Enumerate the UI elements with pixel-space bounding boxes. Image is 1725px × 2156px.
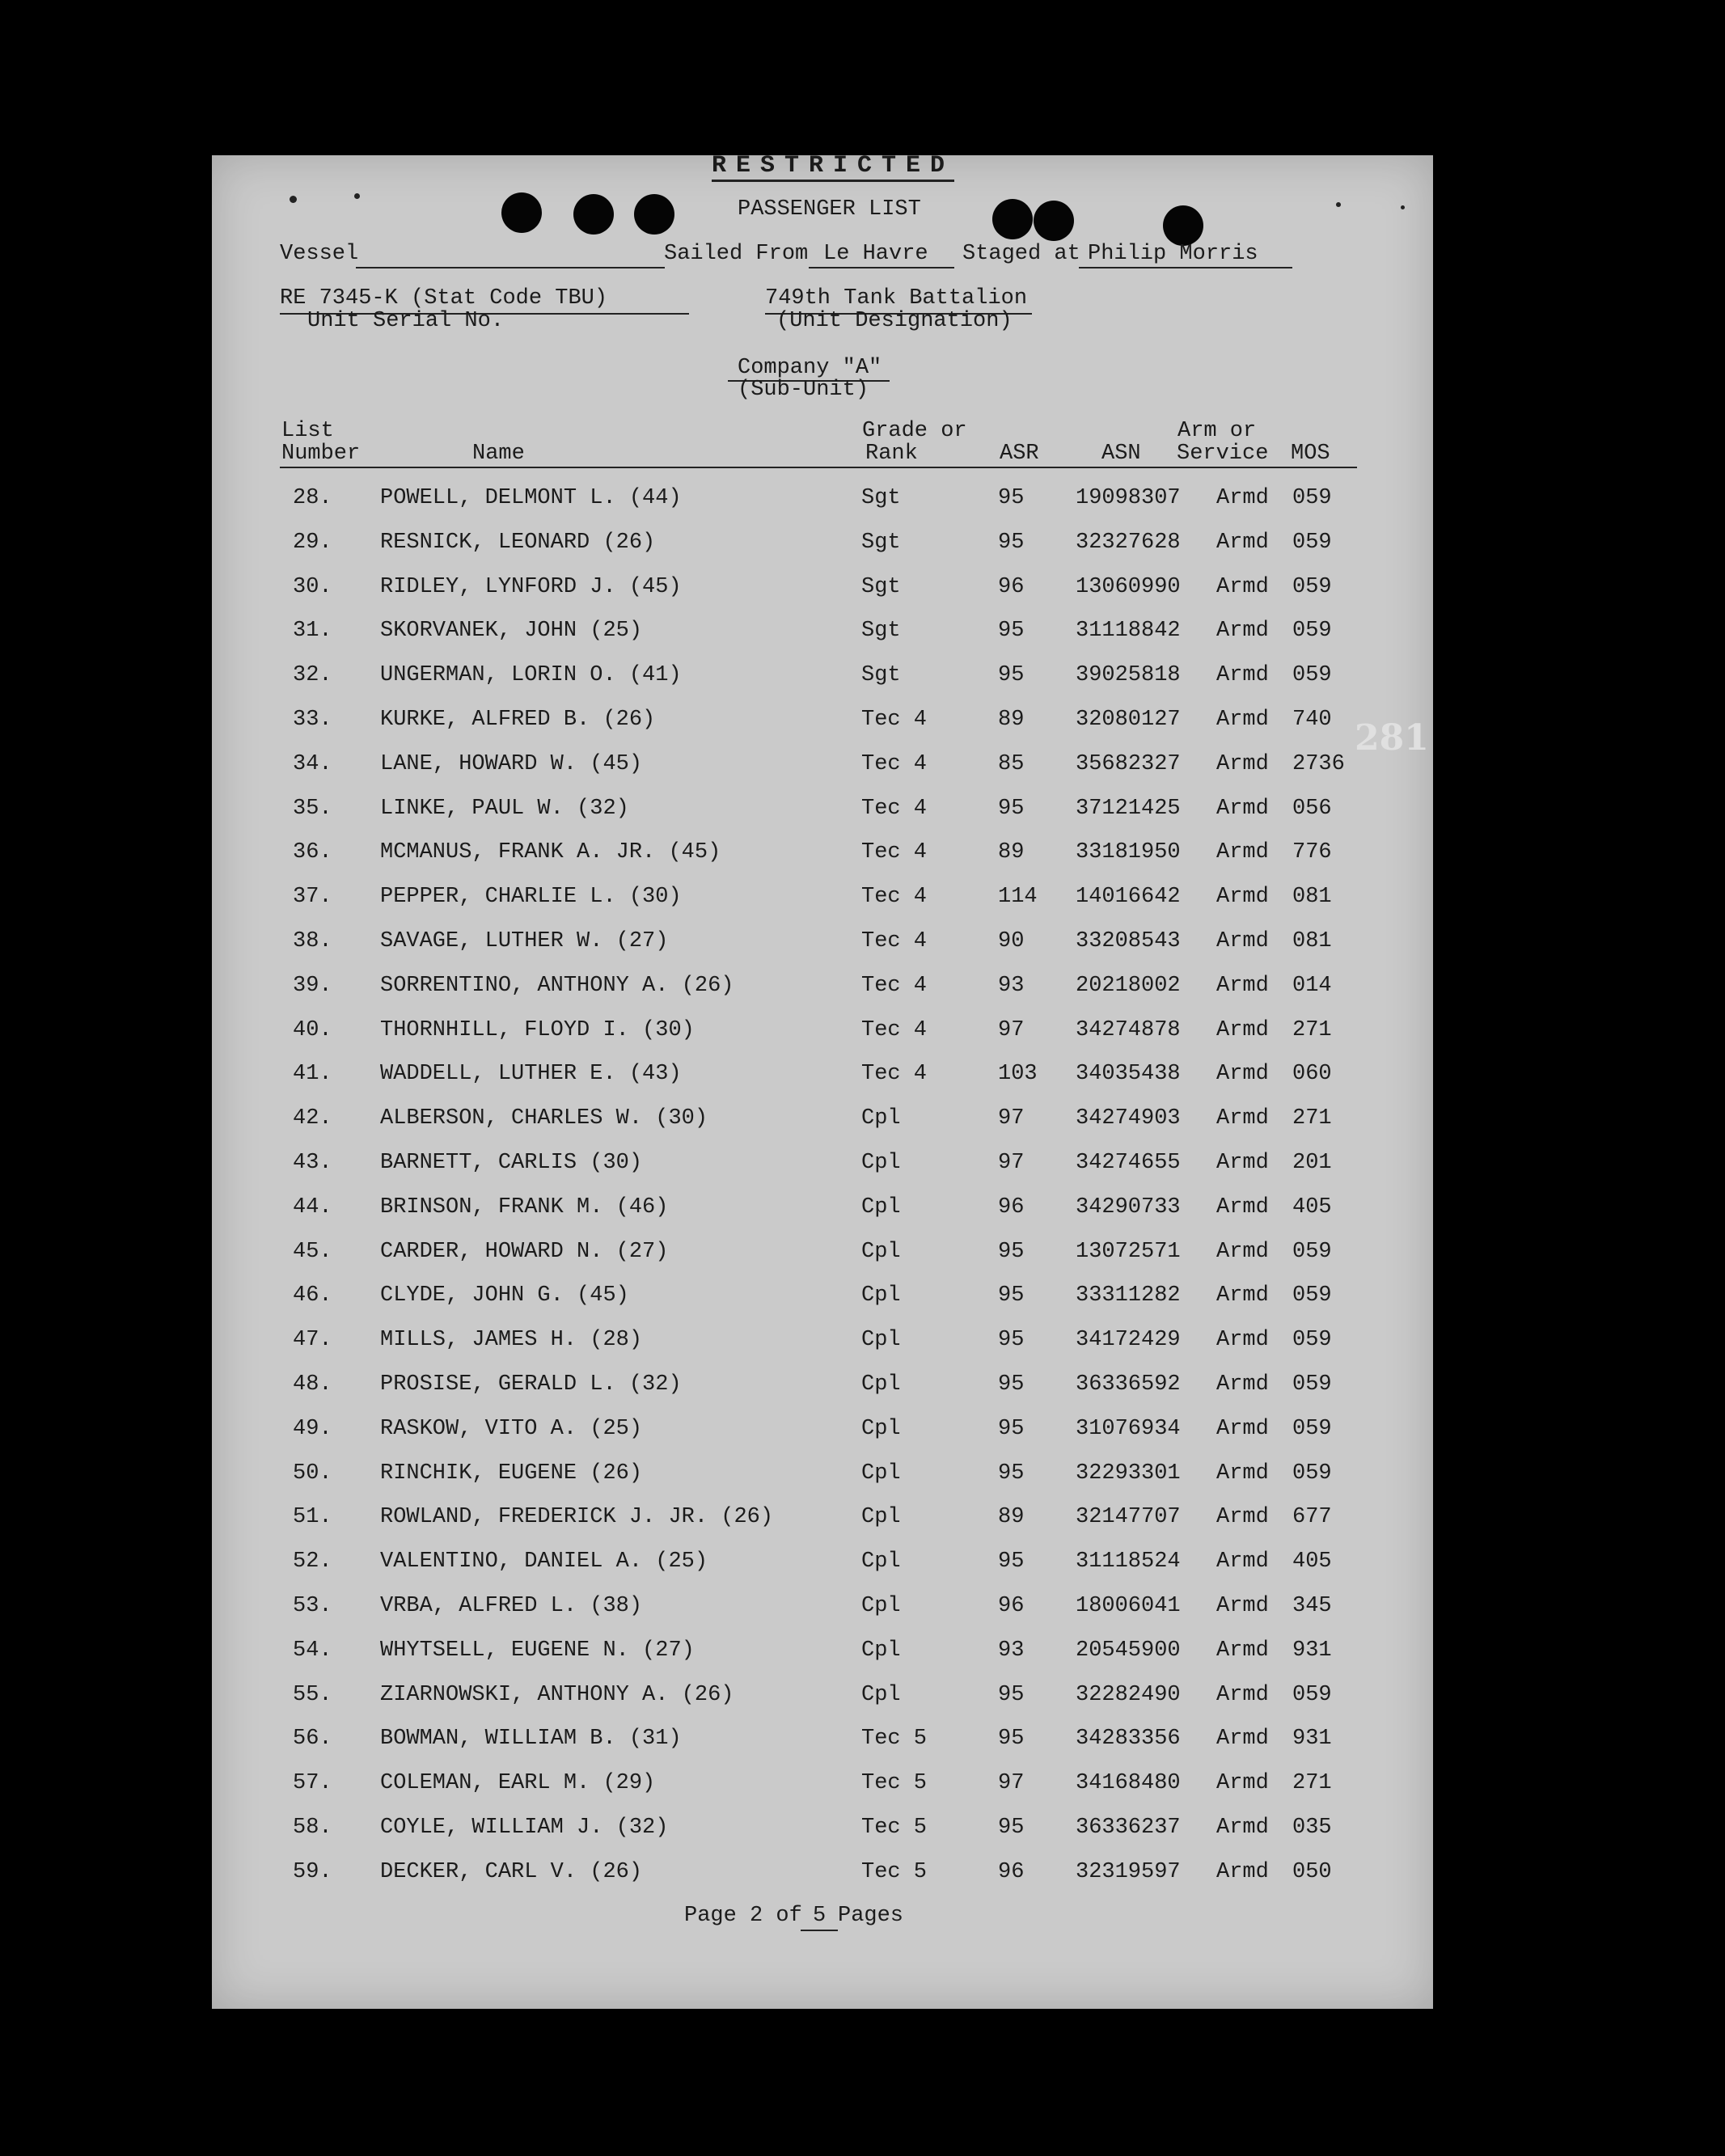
cell-asn: 35682327 <box>1076 752 1181 776</box>
cell-mos: 035 <box>1292 1816 1332 1840</box>
vessel-underline <box>356 267 665 268</box>
staged-at-underline <box>1079 267 1292 268</box>
cell-asr: 95 <box>998 1283 1025 1308</box>
sailed-from-label: Sailed From <box>664 242 809 266</box>
cell-mos: 345 <box>1292 1594 1332 1618</box>
cell-mos: 059 <box>1292 1683 1332 1707</box>
cell-asr: 95 <box>998 1328 1025 1352</box>
table-row <box>212 1592 1433 1621</box>
cell-mos: 059 <box>1292 1417 1332 1441</box>
sailed-from-value: Le Havre <box>823 242 928 266</box>
cell-num: 53. <box>293 1594 332 1618</box>
cell-num: 39. <box>293 974 332 998</box>
staged-at-label: Staged at <box>962 242 1080 266</box>
cell-arm: Armd <box>1216 929 1269 953</box>
cell-asn: 20545900 <box>1076 1638 1181 1663</box>
cell-mos: 059 <box>1292 1372 1332 1397</box>
cell-asr: 103 <box>998 1062 1038 1086</box>
cell-asn: 34274878 <box>1076 1018 1181 1042</box>
table-row <box>212 1680 1433 1710</box>
cell-asr: 95 <box>998 797 1025 821</box>
cell-asr: 95 <box>998 1461 1025 1486</box>
punch-hole <box>573 194 614 235</box>
cell-grade: Tec 4 <box>861 1018 928 1042</box>
cell-grade: Sgt <box>861 531 901 555</box>
cell-arm: Armd <box>1216 575 1269 599</box>
table-row <box>212 1547 1433 1576</box>
cell-mos: 271 <box>1292 1771 1332 1795</box>
cell-mos: 059 <box>1292 531 1332 555</box>
cell-grade: Cpl <box>861 1372 901 1397</box>
sub-unit-label: (Sub-Unit) <box>738 378 869 402</box>
cell-arm: Armd <box>1216 1771 1269 1795</box>
unit-serial-label: Unit Serial No. <box>307 309 505 333</box>
table-row <box>212 1503 1433 1532</box>
cell-mos: 059 <box>1292 486 1332 510</box>
cell-asn: 13072571 <box>1076 1240 1181 1264</box>
cell-arm: Armd <box>1216 1062 1269 1086</box>
cell-grade: Sgt <box>861 619 901 643</box>
cell-asn: 32282490 <box>1076 1683 1181 1707</box>
cell-grade: Cpl <box>861 1283 901 1308</box>
cell-asn: 31118842 <box>1076 619 1181 643</box>
cell-asr: 95 <box>998 1372 1025 1397</box>
cell-arm: Armd <box>1216 1328 1269 1352</box>
unit-designation-value: 749th Tank Battalion <box>765 286 1028 311</box>
cell-grade: Tec 5 <box>861 1860 928 1884</box>
table-row <box>212 1858 1433 1887</box>
cell-grade: Tec 5 <box>861 1771 928 1795</box>
document-title: PASSENGER LIST <box>738 197 921 222</box>
cell-asn: 36336237 <box>1076 1816 1181 1840</box>
cell-mos: 059 <box>1292 663 1332 687</box>
cell-asn: 34172429 <box>1076 1328 1181 1352</box>
table-row <box>212 1193 1433 1222</box>
table-row <box>212 927 1433 956</box>
cell-asr: 96 <box>998 1860 1025 1884</box>
cell-asr: 95 <box>998 531 1025 555</box>
cell-grade: Tec 4 <box>861 1062 928 1086</box>
stamp-number: 281 <box>1355 717 1429 759</box>
cell-name: VALENTINO, DANIEL A. (25) <box>380 1549 708 1574</box>
cell-name: WADDELL, LUTHER E. (43) <box>380 1062 682 1086</box>
page-suffix: Pages <box>838 1904 904 1928</box>
sailed-from-underline <box>809 267 954 268</box>
cell-num: 50. <box>293 1461 332 1486</box>
cell-mos: 059 <box>1292 1240 1332 1264</box>
cell-name: COYLE, WILLIAM J. (32) <box>380 1816 669 1840</box>
cell-asr: 95 <box>998 1549 1025 1574</box>
cell-mos: 405 <box>1292 1549 1332 1574</box>
cell-arm: Armd <box>1216 1240 1269 1264</box>
vessel-label: Vessel <box>280 242 359 266</box>
cell-num: 45. <box>293 1240 332 1264</box>
cell-name: PROSISE, GERALD L. (32) <box>380 1372 682 1397</box>
col-asr: ASR <box>1000 442 1039 466</box>
col-grade-1: Grade or <box>862 419 967 443</box>
cell-asr: 95 <box>998 1816 1025 1840</box>
cell-arm: Armd <box>1216 1505 1269 1529</box>
cell-num: 31. <box>293 619 332 643</box>
paper-mark <box>1401 205 1405 209</box>
cell-name: MCMANUS, FRANK A. JR. (45) <box>380 840 721 865</box>
cell-num: 38. <box>293 929 332 953</box>
cell-asr: 93 <box>998 974 1025 998</box>
cell-asr: 95 <box>998 1727 1025 1751</box>
col-list-number-2: Number <box>281 442 361 466</box>
cell-grade: Sgt <box>861 486 901 510</box>
cell-grade: Tec 4 <box>861 840 928 865</box>
cell-grade: Cpl <box>861 1461 901 1486</box>
cell-asr: 97 <box>998 1771 1025 1795</box>
cell-arm: Armd <box>1216 1549 1269 1574</box>
cell-arm: Armd <box>1216 1727 1269 1751</box>
punch-hole <box>501 192 542 233</box>
cell-mos: 050 <box>1292 1860 1332 1884</box>
cell-mos: 059 <box>1292 619 1332 643</box>
cell-grade: Cpl <box>861 1240 901 1264</box>
page-total: 5 <box>813 1904 827 1928</box>
table-row <box>212 528 1433 557</box>
cell-name: LINKE, PAUL W. (32) <box>380 797 629 821</box>
table-row <box>212 661 1433 690</box>
cell-arm: Armd <box>1216 1018 1269 1042</box>
cell-asr: 96 <box>998 575 1025 599</box>
cell-asr: 95 <box>998 1417 1025 1441</box>
cell-arm: Armd <box>1216 619 1269 643</box>
sub-unit-value: Company "A" <box>738 356 882 380</box>
cell-name: BRINSON, FRANK M. (46) <box>380 1195 669 1220</box>
cell-name: COLEMAN, EARL M. (29) <box>380 1771 656 1795</box>
cell-num: 54. <box>293 1638 332 1663</box>
cell-grade: Tec 4 <box>861 708 928 732</box>
col-arm-2: Service <box>1177 442 1269 466</box>
cell-asn: 33208543 <box>1076 929 1181 953</box>
cell-num: 46. <box>293 1283 332 1308</box>
punch-hole <box>1163 205 1203 246</box>
cell-grade: Cpl <box>861 1549 901 1574</box>
table-row <box>212 705 1433 734</box>
cell-grade: Cpl <box>861 1417 901 1441</box>
cell-num: 34. <box>293 752 332 776</box>
cell-asn: 39025818 <box>1076 663 1181 687</box>
cell-arm: Armd <box>1216 885 1269 909</box>
cell-num: 55. <box>293 1683 332 1707</box>
cell-name: RESNICK, LEONARD (26) <box>380 531 656 555</box>
cell-grade: Sgt <box>861 663 901 687</box>
cell-num: 57. <box>293 1771 332 1795</box>
table-row <box>212 1724 1433 1753</box>
table-row <box>212 1148 1433 1177</box>
cell-asn: 32293301 <box>1076 1461 1181 1486</box>
cell-arm: Armd <box>1216 1461 1269 1486</box>
cell-mos: 059 <box>1292 575 1332 599</box>
cell-grade: Cpl <box>861 1683 901 1707</box>
punch-hole <box>1034 201 1074 241</box>
cell-arm: Armd <box>1216 1683 1269 1707</box>
punch-hole <box>634 194 674 235</box>
cell-name: BARNETT, CARLIS (30) <box>380 1151 643 1175</box>
cell-num: 29. <box>293 531 332 555</box>
cell-grade: Tec 5 <box>861 1816 928 1840</box>
table-row <box>212 484 1433 513</box>
cell-grade: Cpl <box>861 1505 901 1529</box>
cell-grade: Tec 4 <box>861 752 928 776</box>
cell-grade: Cpl <box>861 1328 901 1352</box>
table-row <box>212 1636 1433 1665</box>
unit-serial-value: RE 7345-K (Stat Code TBU) <box>280 286 608 311</box>
cell-asn: 34274655 <box>1076 1151 1181 1175</box>
cell-asr: 89 <box>998 840 1025 865</box>
cell-grade: Cpl <box>861 1195 901 1220</box>
cell-asn: 32319597 <box>1076 1860 1181 1884</box>
cell-num: 49. <box>293 1417 332 1441</box>
cell-arm: Armd <box>1216 1816 1269 1840</box>
cell-asr: 95 <box>998 1240 1025 1264</box>
cell-asn: 33181950 <box>1076 840 1181 865</box>
cell-mos: 271 <box>1292 1018 1332 1042</box>
cell-num: 35. <box>293 797 332 821</box>
cell-asn: 19098307 <box>1076 486 1181 510</box>
cell-mos: 776 <box>1292 840 1332 865</box>
cell-asn: 14016642 <box>1076 885 1181 909</box>
cell-name: KURKE, ALFRED B. (26) <box>380 708 656 732</box>
cell-asr: 96 <box>998 1195 1025 1220</box>
cell-asr: 90 <box>998 929 1025 953</box>
cell-num: 51. <box>293 1505 332 1529</box>
col-name: Name <box>472 442 525 466</box>
cell-asn: 20218002 <box>1076 974 1181 998</box>
cell-grade: Tec 4 <box>861 797 928 821</box>
cell-arm: Armd <box>1216 752 1269 776</box>
col-asn: ASN <box>1101 442 1141 466</box>
cell-arm: Armd <box>1216 1195 1269 1220</box>
paper-mark <box>1336 202 1341 207</box>
cell-name: RIDLEY, LYNFORD J. (45) <box>380 575 682 599</box>
cell-asn: 33311282 <box>1076 1283 1181 1308</box>
cell-asr: 89 <box>998 708 1025 732</box>
cell-asn: 34274903 <box>1076 1106 1181 1131</box>
table-row <box>212 1016 1433 1045</box>
cell-mos: 2736 <box>1292 752 1345 776</box>
cell-asr: 95 <box>998 619 1025 643</box>
cell-grade: Cpl <box>861 1638 901 1663</box>
cell-arm: Armd <box>1216 531 1269 555</box>
table-row <box>212 1281 1433 1310</box>
paper-mark <box>354 193 360 199</box>
cell-name: ALBERSON, CHARLES W. (30) <box>380 1106 708 1131</box>
cell-mos: 405 <box>1292 1195 1332 1220</box>
cell-asr: 95 <box>998 486 1025 510</box>
cell-arm: Armd <box>1216 486 1269 510</box>
cell-name: ZIARNOWSKI, ANTHONY A. (26) <box>380 1683 734 1707</box>
cell-num: 56. <box>293 1727 332 1751</box>
cell-mos: 014 <box>1292 974 1332 998</box>
cell-asn: 31118524 <box>1076 1549 1181 1574</box>
table-row <box>212 1325 1433 1355</box>
cell-arm: Armd <box>1216 1106 1269 1131</box>
cell-asn: 32147707 <box>1076 1505 1181 1529</box>
cell-num: 33. <box>293 708 332 732</box>
cell-name: SORRENTINO, ANTHONY A. (26) <box>380 974 734 998</box>
cell-asr: 95 <box>998 1683 1025 1707</box>
cell-name: RINCHIK, EUGENE (26) <box>380 1461 643 1486</box>
cell-mos: 060 <box>1292 1062 1332 1086</box>
cell-mos: 271 <box>1292 1106 1332 1131</box>
table-row <box>212 838 1433 867</box>
cell-name: UNGERMAN, LORIN O. (41) <box>380 663 682 687</box>
cell-arm: Armd <box>1216 797 1269 821</box>
cell-asn: 32080127 <box>1076 708 1181 732</box>
cell-arm: Armd <box>1216 840 1269 865</box>
cell-arm: Armd <box>1216 708 1269 732</box>
cell-arm: Armd <box>1216 1417 1269 1441</box>
cell-name: ROWLAND, FREDERICK J. JR. (26) <box>380 1505 774 1529</box>
unit-designation-label: (Unit Designation) <box>776 309 1013 333</box>
cell-mos: 740 <box>1292 708 1332 732</box>
cell-mos: 081 <box>1292 885 1332 909</box>
cell-grade: Tec 4 <box>861 974 928 998</box>
cell-num: 59. <box>293 1860 332 1884</box>
cell-name: BOWMAN, WILLIAM B. (31) <box>380 1727 682 1751</box>
cell-num: 36. <box>293 840 332 865</box>
cell-asr: 95 <box>998 663 1025 687</box>
cell-mos: 059 <box>1292 1283 1332 1308</box>
header-rule <box>280 467 1357 468</box>
cell-num: 40. <box>293 1018 332 1042</box>
table-row <box>212 1237 1433 1266</box>
cell-name: PEPPER, CHARLIE L. (30) <box>380 885 682 909</box>
cell-grade: Tec 4 <box>861 929 928 953</box>
cell-grade: Sgt <box>861 575 901 599</box>
table-row <box>212 1059 1433 1089</box>
cell-num: 52. <box>293 1549 332 1574</box>
cell-asn: 32327628 <box>1076 531 1181 555</box>
cell-mos: 931 <box>1292 1727 1332 1751</box>
col-mos: MOS <box>1291 442 1330 466</box>
cell-num: 30. <box>293 575 332 599</box>
cell-mos: 056 <box>1292 797 1332 821</box>
cell-grade: Cpl <box>861 1106 901 1131</box>
cell-asn: 34035438 <box>1076 1062 1181 1086</box>
cell-asn: 34283356 <box>1076 1727 1181 1751</box>
table-row <box>212 750 1433 779</box>
cell-asr: 85 <box>998 752 1025 776</box>
table-row <box>212 1104 1433 1133</box>
cell-arm: Armd <box>1216 1372 1269 1397</box>
table-row <box>212 573 1433 602</box>
cell-mos: 059 <box>1292 1328 1332 1352</box>
cell-num: 28. <box>293 486 332 510</box>
cell-num: 48. <box>293 1372 332 1397</box>
restricted-heading: RESTRICTED <box>712 154 954 182</box>
cell-name: SKORVANEK, JOHN (25) <box>380 619 643 643</box>
cell-arm: Armd <box>1216 1151 1269 1175</box>
cell-name: MILLS, JAMES H. (28) <box>380 1328 643 1352</box>
cell-num: 37. <box>293 885 332 909</box>
cell-grade: Cpl <box>861 1151 901 1175</box>
cell-grade: Cpl <box>861 1594 901 1618</box>
cell-arm: Armd <box>1216 974 1269 998</box>
cell-mos: 931 <box>1292 1638 1332 1663</box>
table-row <box>212 1414 1433 1444</box>
cell-asr: 97 <box>998 1106 1025 1131</box>
cell-arm: Armd <box>1216 1283 1269 1308</box>
punch-hole <box>992 199 1033 239</box>
cell-name: THORNHILL, FLOYD I. (30) <box>380 1018 695 1042</box>
table-row <box>212 882 1433 911</box>
cell-asn: 37121425 <box>1076 797 1181 821</box>
cell-name: CARDER, HOWARD N. (27) <box>380 1240 669 1264</box>
table-row <box>212 1459 1433 1488</box>
cell-grade: Tec 4 <box>861 885 928 909</box>
table-row <box>212 1370 1433 1399</box>
cell-asn: 34290733 <box>1076 1195 1181 1220</box>
cell-asr: 96 <box>998 1594 1025 1618</box>
cell-name: RASKOW, VITO A. (25) <box>380 1417 643 1441</box>
cell-grade: Tec 5 <box>861 1727 928 1751</box>
table-row <box>212 1813 1433 1842</box>
cell-num: 47. <box>293 1328 332 1352</box>
cell-asr: 114 <box>998 885 1038 909</box>
cell-num: 58. <box>293 1816 332 1840</box>
cell-name: LANE, HOWARD W. (45) <box>380 752 643 776</box>
cell-asr: 97 <box>998 1151 1025 1175</box>
table-row <box>212 971 1433 1000</box>
cell-num: 44. <box>293 1195 332 1220</box>
page-prefix: Page 2 of <box>684 1904 802 1928</box>
cell-mos: 059 <box>1292 1461 1332 1486</box>
cell-asr: 89 <box>998 1505 1025 1529</box>
cell-arm: Armd <box>1216 1860 1269 1884</box>
cell-asn: 34168480 <box>1076 1771 1181 1795</box>
cell-name: POWELL, DELMONT L. (44) <box>380 486 682 510</box>
table-row <box>212 794 1433 823</box>
cell-num: 41. <box>293 1062 332 1086</box>
col-grade-2: Rank <box>865 442 918 466</box>
cell-asn: 31076934 <box>1076 1417 1181 1441</box>
cell-asn: 13060990 <box>1076 575 1181 599</box>
cell-num: 43. <box>293 1151 332 1175</box>
cell-name: DECKER, CARL V. (26) <box>380 1860 643 1884</box>
cell-num: 42. <box>293 1106 332 1131</box>
table-row <box>212 616 1433 645</box>
cell-mos: 201 <box>1292 1151 1332 1175</box>
cell-asr: 97 <box>998 1018 1025 1042</box>
cell-num: 32. <box>293 663 332 687</box>
page-total-underline <box>801 1930 838 1931</box>
cell-arm: Armd <box>1216 663 1269 687</box>
paper-mark <box>290 196 297 203</box>
cell-arm: Armd <box>1216 1638 1269 1663</box>
staged-at-value: Philip Morris <box>1088 242 1258 266</box>
cell-name: WHYTSELL, EUGENE N. (27) <box>380 1638 695 1663</box>
cell-asn: 36336592 <box>1076 1372 1181 1397</box>
col-arm-1: Arm or <box>1177 419 1257 443</box>
cell-name: VRBA, ALFRED L. (38) <box>380 1594 643 1618</box>
cell-mos: 081 <box>1292 929 1332 953</box>
cell-name: CLYDE, JOHN G. (45) <box>380 1283 629 1308</box>
cell-name: SAVAGE, LUTHER W. (27) <box>380 929 669 953</box>
cell-asn: 18006041 <box>1076 1594 1181 1618</box>
table-row <box>212 1769 1433 1798</box>
cell-mos: 677 <box>1292 1505 1332 1529</box>
cell-asr: 93 <box>998 1638 1025 1663</box>
col-list-number-1: List <box>281 419 334 443</box>
cell-arm: Armd <box>1216 1594 1269 1618</box>
